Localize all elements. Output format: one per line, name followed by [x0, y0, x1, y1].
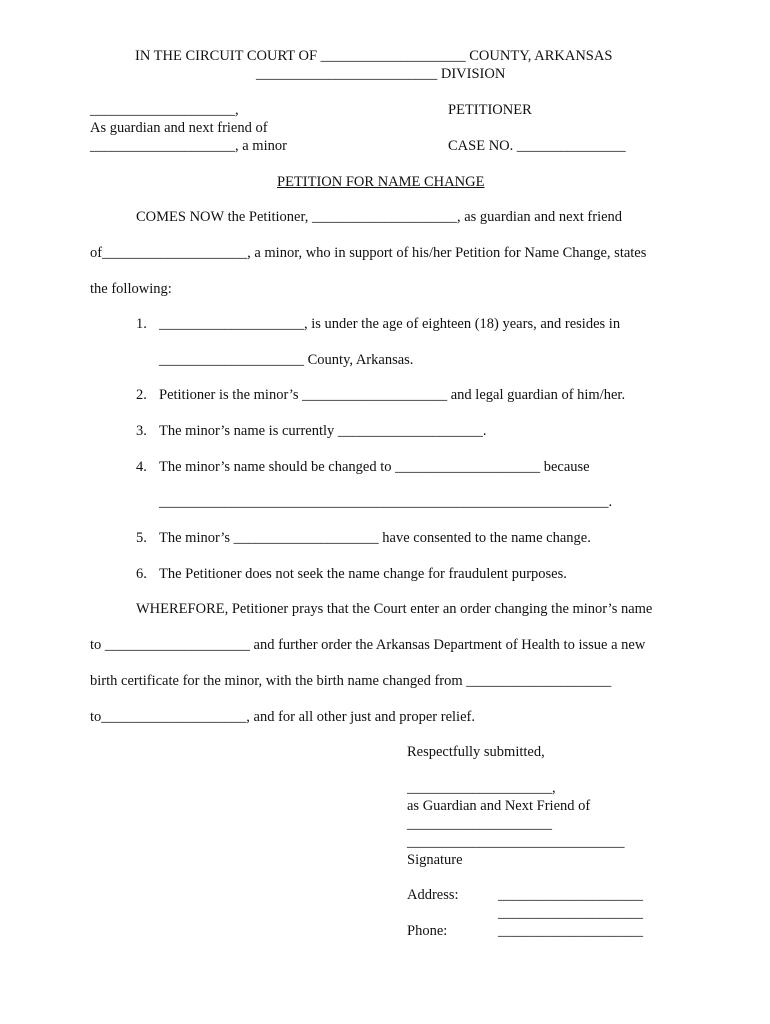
signer-name-blank: ____________________,	[407, 780, 556, 796]
item-3-number: 3.	[136, 423, 147, 439]
division-line: _________________________ DIVISION	[256, 66, 506, 82]
phone-blank: ____________________	[498, 923, 643, 939]
intro-line-3: the following:	[90, 281, 172, 297]
item-6-line-1: The Petitioner does not seek the name change for fraudulent purposes.	[159, 566, 567, 582]
item-4-line-1: The minor’s name should be changed to ____________________ because	[159, 459, 590, 475]
minor-name-line: ____________________, a minor	[90, 138, 287, 154]
guardian-name-blank: ____________________,	[90, 102, 239, 118]
wherefore-line-1: WHEREFORE, Petitioner prays that the Court enter an order changing the minor’s name	[136, 601, 653, 617]
intro-line-2: of____________________, a minor, who in support of his/her Petition for Name Change, states	[90, 245, 647, 261]
signature-label: Signature	[407, 852, 463, 868]
wherefore-line-3: birth certificate for the minor, with the birth name changed from ____________________	[90, 673, 612, 689]
court-line: IN THE CIRCUIT COURT OF ____________________ COUNTY, ARKANSAS	[135, 48, 613, 64]
item-2-line-1: Petitioner is the minor’s ____________________ and legal guardian of him/her.	[159, 387, 626, 403]
item-2-number: 2.	[136, 387, 147, 403]
signer-role: as Guardian and Next Friend of	[407, 798, 591, 814]
address-blank-2: ____________________	[498, 905, 643, 921]
phone-label: Phone:	[407, 923, 448, 939]
item-1-line-1: ____________________, is under the age of eighteen (18) years, and resides in	[159, 316, 621, 332]
item-3-line-1: The minor’s name is currently ____________________.	[159, 423, 487, 439]
item-1-line-2: ____________________ County, Arkansas.	[159, 352, 414, 368]
minor-name-blank: ____________________	[407, 816, 552, 832]
intro-line-1: COMES NOW the Petitioner, ____________________, as guardian and next friend	[136, 209, 623, 225]
wherefore-line-2: to ____________________ and further order the Arkansas Department of Health to issue a new	[90, 637, 646, 653]
item-6-number: 6.	[136, 566, 147, 582]
petition-title: PETITION FOR NAME CHANGE	[277, 174, 485, 190]
address-label: Address:	[407, 887, 459, 903]
item-4-line-2: ______________________________________________________________.	[159, 494, 613, 510]
case-number: CASE NO. _______________	[448, 138, 626, 154]
petitioner-label: PETITIONER	[448, 102, 532, 118]
guardian-role-label: As guardian and next friend of	[90, 120, 268, 136]
wherefore-line-4: to____________________, and for all other just and proper relief.	[90, 709, 475, 725]
closing-text: Respectfully submitted,	[407, 744, 545, 760]
item-5-line-1: The minor’s ____________________ have consented to the name change.	[159, 530, 591, 546]
item-5-number: 5.	[136, 530, 147, 546]
address-blank-1: ____________________	[498, 887, 643, 903]
item-1-number: 1.	[136, 316, 147, 332]
item-4-number: 4.	[136, 459, 147, 475]
signature-line: ______________________________	[407, 834, 625, 850]
